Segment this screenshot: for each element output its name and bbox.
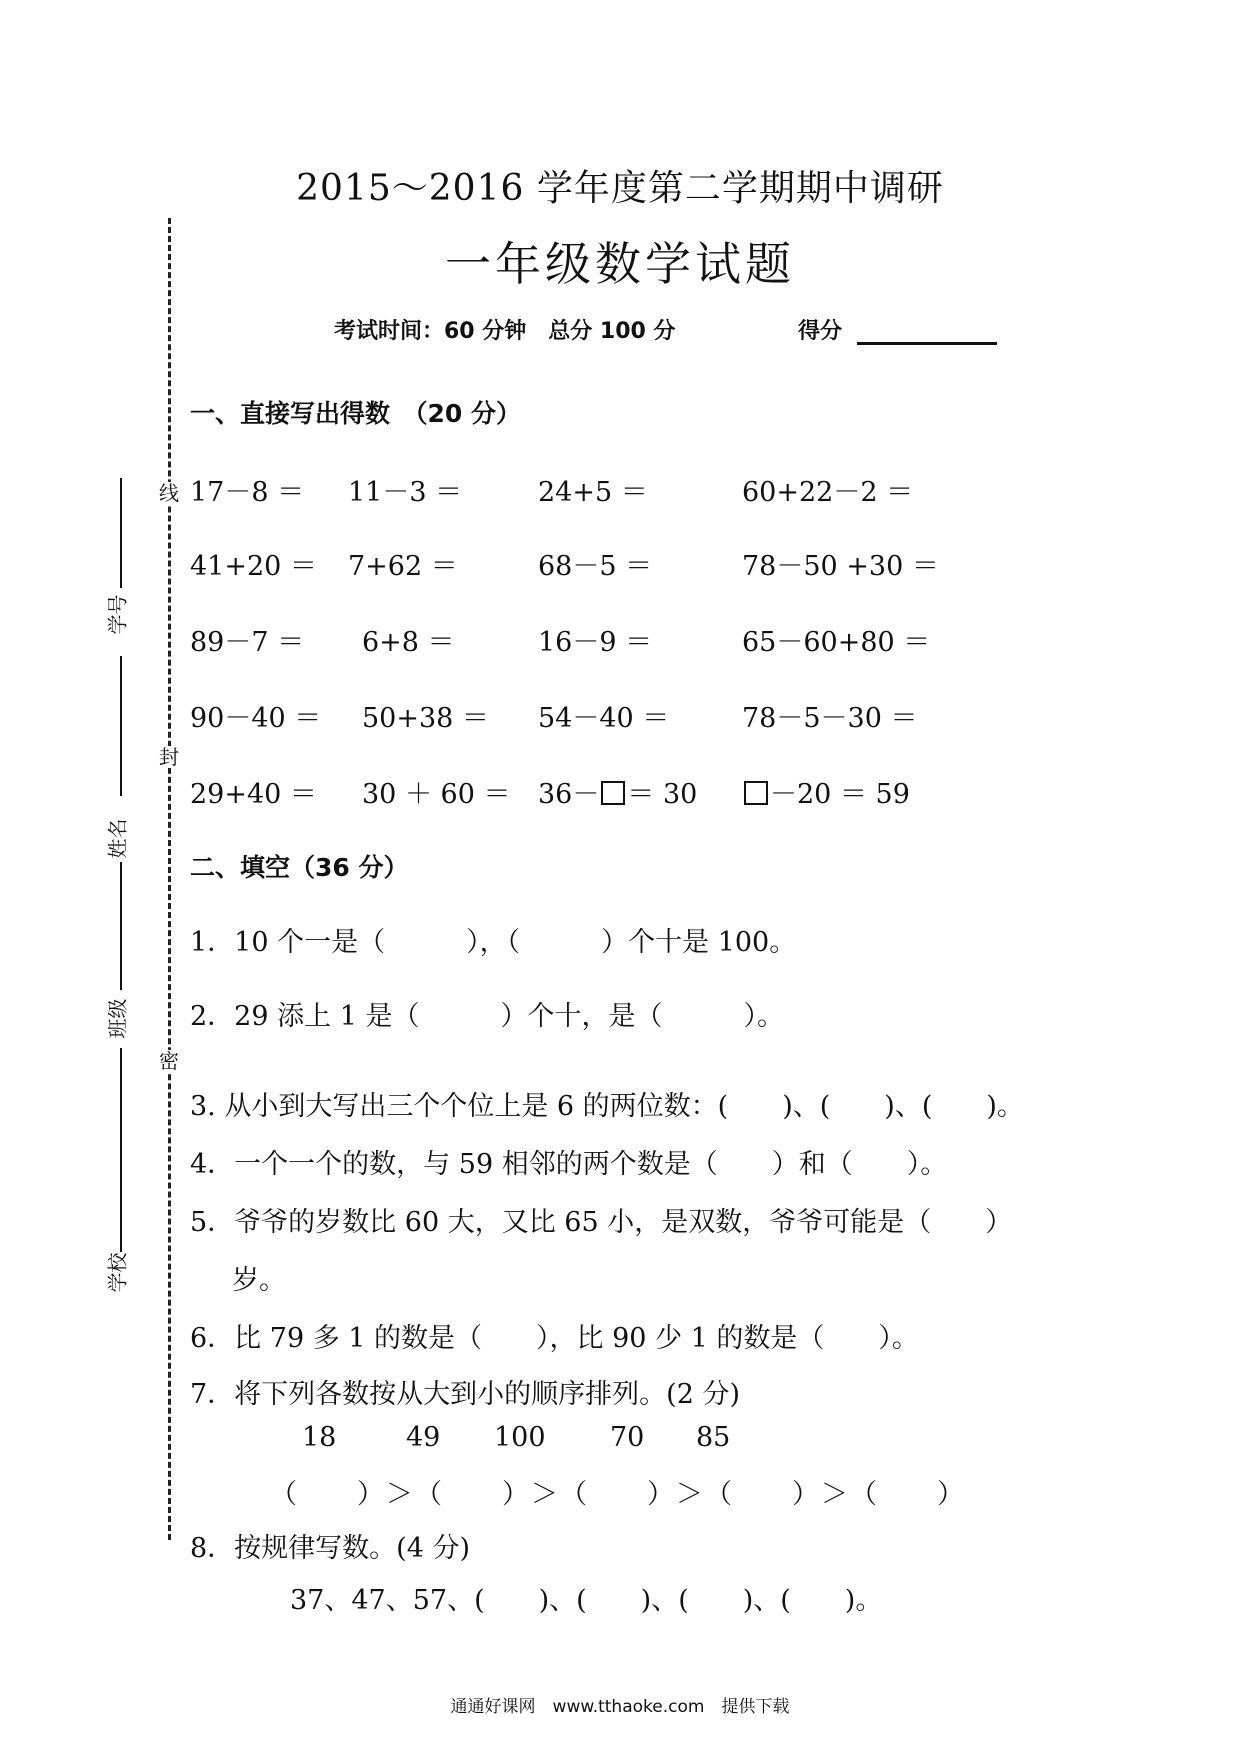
calc-item: 16－9 ＝ — [538, 627, 653, 658]
calc-item: 78－5－30 ＝ — [742, 703, 918, 734]
question-3: 3. 从小到大写出三个个位上是 6 的两位数：( )、( )、( )。 — [190, 1091, 1024, 1122]
calc-item-with-box — [742, 772, 910, 811]
question-5-continued: 岁。 — [232, 1265, 286, 1296]
order-number: 70 — [610, 1422, 645, 1453]
school-blank[interactable] — [120, 1048, 122, 1252]
question-5: 5．爷爷的岁数比 60 大，又比 65 小，是双数，爷爷可能是（ ） — [190, 1207, 1013, 1238]
score-label: 得分 — [798, 319, 843, 344]
calc-item: 68－5 ＝ — [538, 551, 653, 582]
seal-char-secret: 密 — [159, 1049, 179, 1073]
calc-item: 24+5 ＝ — [538, 477, 648, 508]
calc-item: 78－50 +30 ＝ — [742, 551, 939, 582]
order-number: 85 — [696, 1422, 731, 1453]
question-8-sequence: 37、47、57、( )、( )、( )、( )。 — [290, 1585, 883, 1616]
calc-suffix: －20 ＝ 59 — [770, 779, 910, 810]
calc-item-with-box — [538, 772, 697, 811]
exam-title-line-2: 一年级数学试题 — [445, 237, 795, 291]
calc-item: 65－60+80 ＝ — [742, 627, 931, 658]
question-1: 1．10 个一是（ ），（ ）个十是 100。 — [190, 927, 797, 958]
calc-item: 29+40 ＝ — [190, 779, 317, 810]
question-2: 2．29 添上 1 是（ ）个十，是（ ）。 — [190, 1001, 784, 1032]
answer-box[interactable] — [744, 781, 768, 805]
calc-item: 30 ＋ 60 ＝ — [362, 779, 511, 810]
answer-box[interactable] — [601, 781, 625, 805]
calc-item: 17－8 ＝ — [190, 477, 305, 508]
section-2-heading: 二、填空（36 分） — [190, 853, 409, 882]
calc-item: 41+20 ＝ — [190, 551, 317, 582]
seal-char-seal: 封 — [159, 745, 179, 769]
order-number: 18 — [302, 1422, 337, 1453]
question-8: 8．按规律写数。(4 分) — [190, 1533, 471, 1564]
order-number: 100 — [494, 1422, 546, 1453]
calc-item: 7+62 ＝ — [348, 551, 458, 582]
name-blank[interactable] — [120, 656, 122, 796]
calc-item: 54－40 ＝ — [538, 703, 670, 734]
binding-dashed-line — [168, 218, 171, 1540]
section-1-heading: 一、直接写出得数 （20 分） — [190, 399, 521, 428]
calc-item: 50+38 ＝ — [362, 703, 489, 734]
student-id-label: 学号 — [105, 594, 130, 635]
question-6: 6．比 79 多 1 的数是（ ），比 90 少 1 的数是（ ）。 — [190, 1323, 919, 1354]
school-label: 学校 — [105, 1252, 130, 1293]
calc-item: 11－3 ＝ — [348, 477, 463, 508]
seal-char-line: 线 — [159, 481, 179, 505]
calc-suffix: ＝ 30 — [627, 779, 698, 810]
class-label: 班级 — [105, 998, 130, 1039]
exam-info: 考试时间：60 分钟 总分 100 分 — [334, 319, 676, 344]
exam-title-line-1: 2015～2016 学年度第二学期期中调研 — [296, 168, 944, 209]
footer-source: 通通好课网 www.tthaoke.com 提供下载 — [450, 1697, 790, 1717]
student-id-blank[interactable] — [120, 478, 122, 588]
calc-item: 90－40 ＝ — [190, 703, 322, 734]
class-blank[interactable] — [120, 862, 122, 990]
calc-item: 60+22－2 ＝ — [742, 477, 914, 508]
calc-item: 89－7 ＝ — [190, 627, 305, 658]
calc-item: 6+8 ＝ — [362, 627, 455, 658]
order-comparison: （ ）＞（ ）＞（ ）＞（ ）＞（ ） — [270, 1479, 966, 1510]
question-7: 7．将下列各数按从大到小的顺序排列。(2 分) — [190, 1379, 741, 1410]
calc-prefix: 36－ — [538, 779, 600, 810]
name-label: 姓名 — [105, 818, 130, 859]
question-4: 4．一个一个的数，与 59 相邻的两个数是（ ）和（ ）。 — [190, 1149, 948, 1180]
order-number: 49 — [406, 1422, 441, 1453]
score-blank[interactable] — [857, 342, 997, 345]
